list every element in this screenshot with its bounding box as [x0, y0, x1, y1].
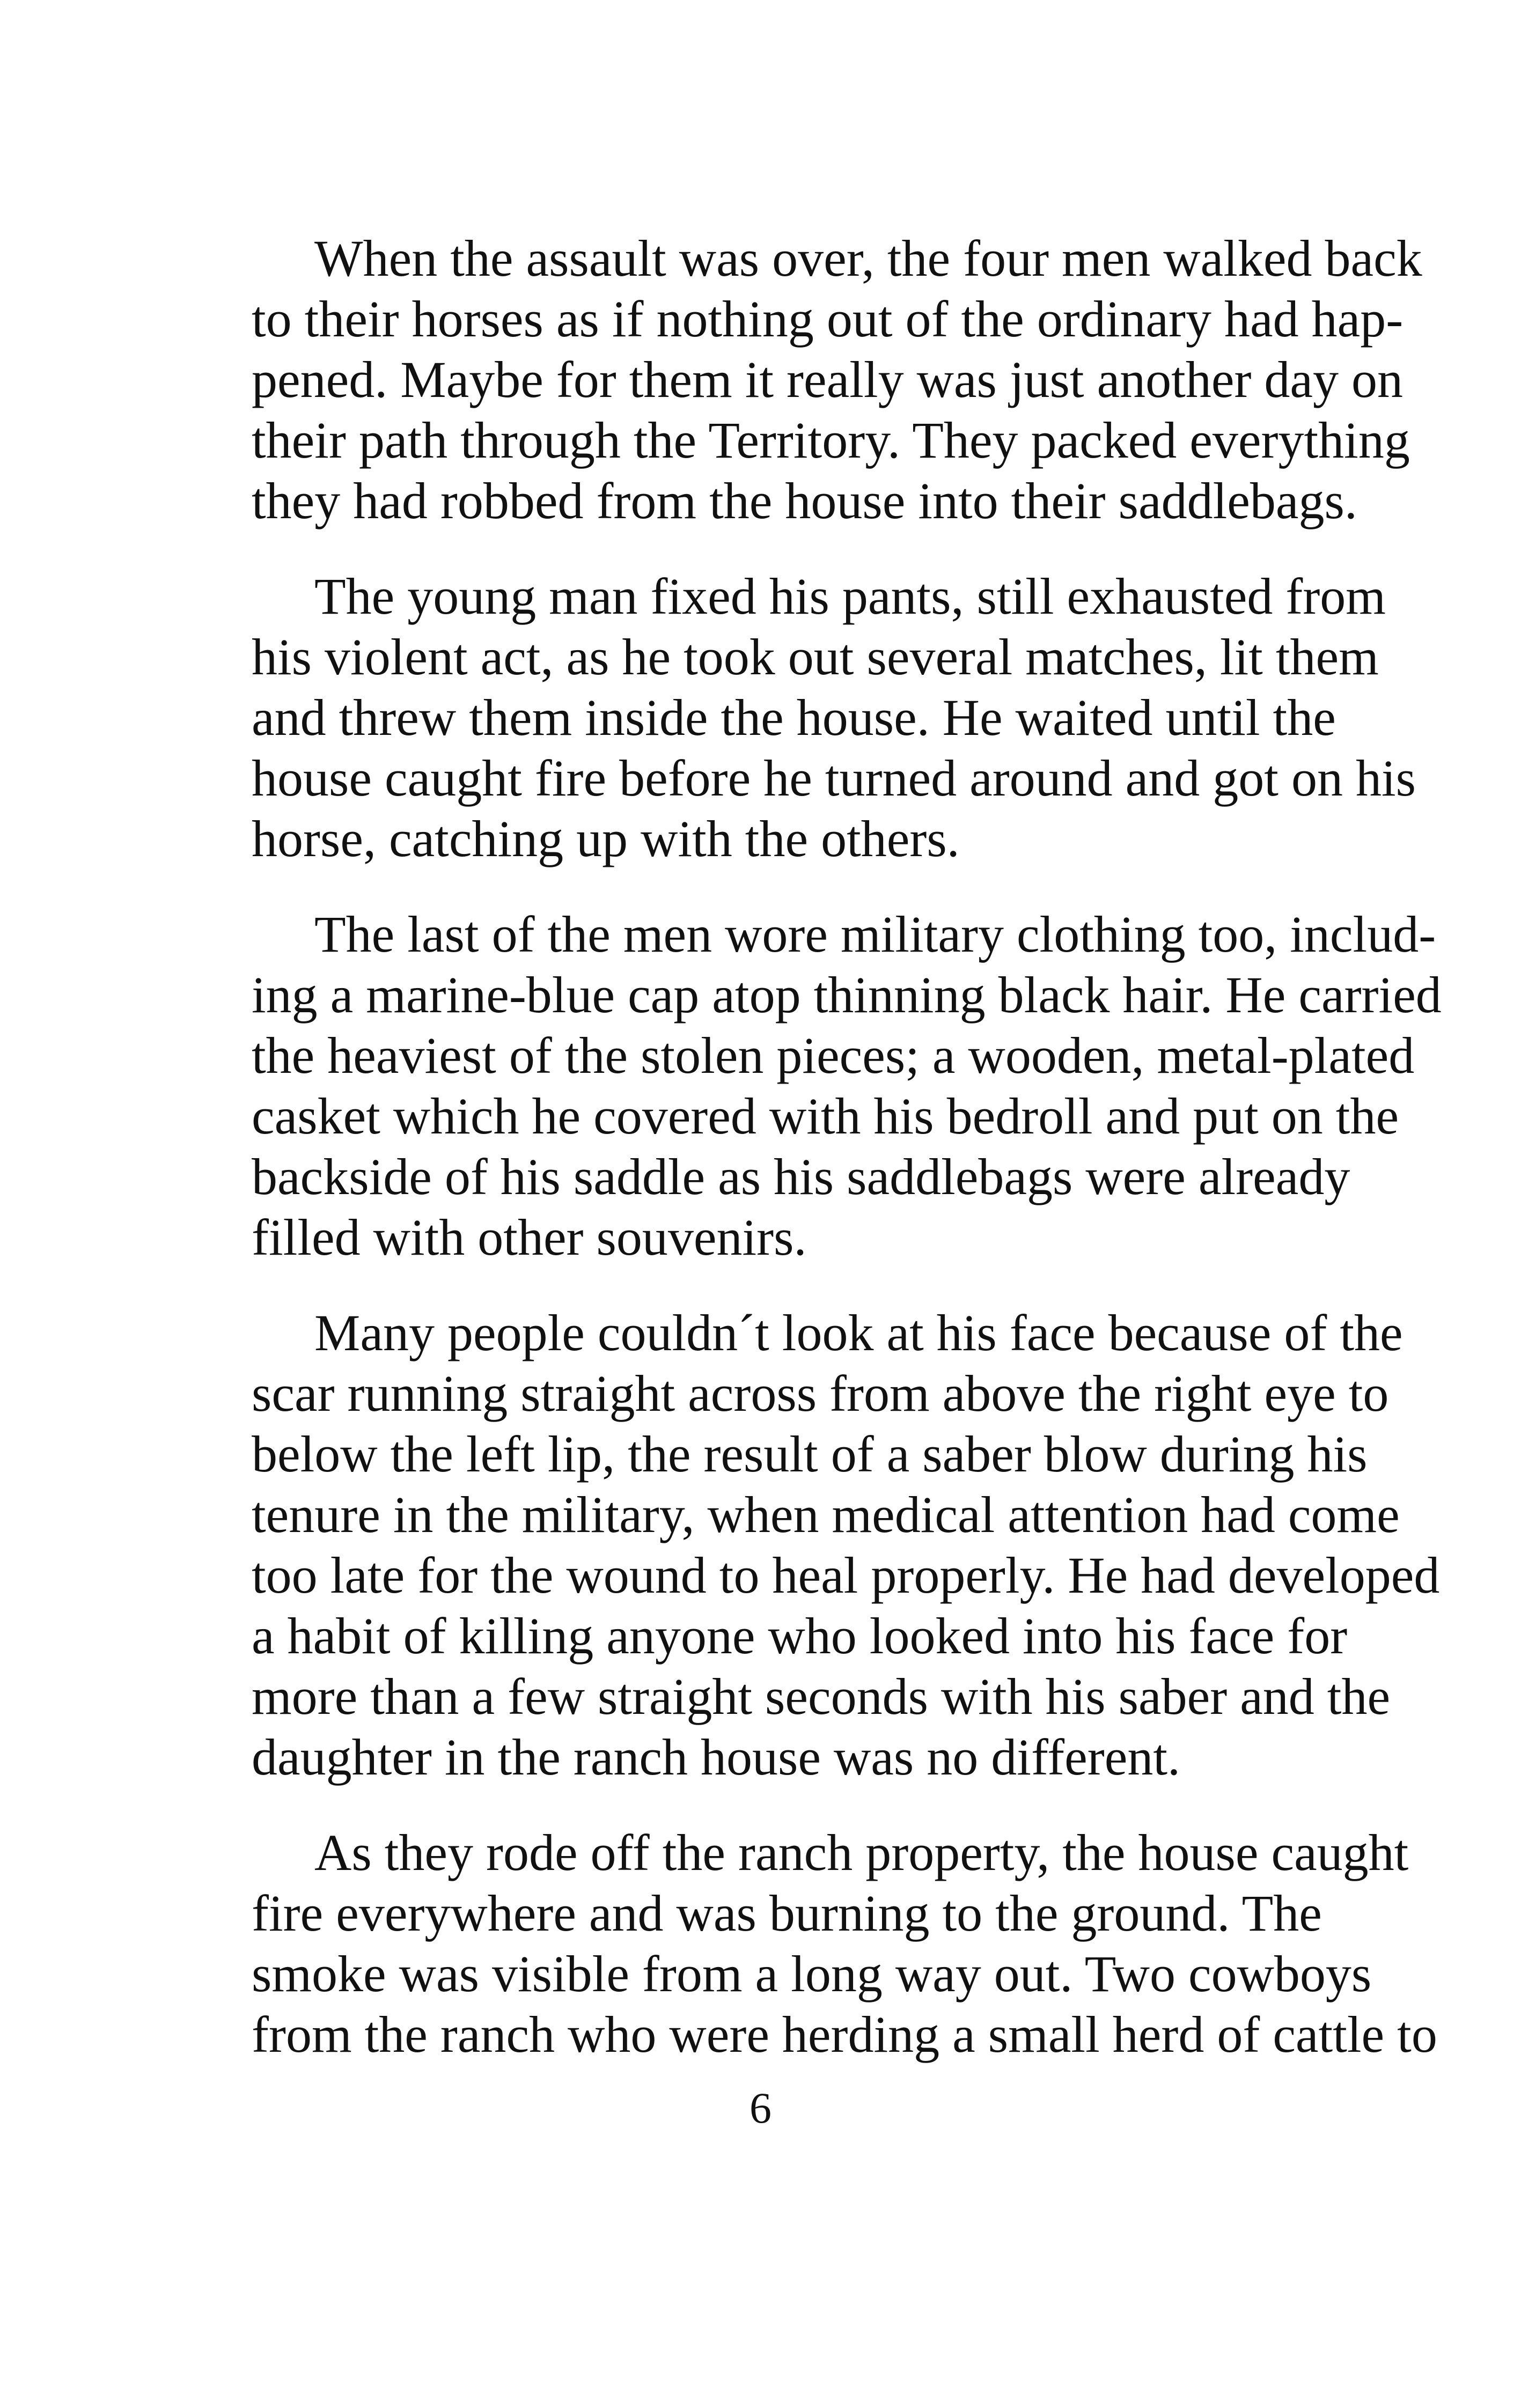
text-line: scar running straight across from above the right eye to — [252, 1365, 1389, 1422]
text-line: horse, catching up with the others. — [252, 810, 960, 867]
text-line: a habit of killing anyone who looked into his face for — [252, 1607, 1348, 1665]
paragraph — [189, 1302, 1440, 1787]
text-line: to their horses as if nothing out of the ordinary had hap- — [252, 290, 1404, 348]
body-text — [189, 228, 1442, 2100]
text-line: fire everywhere and was burning to the ground. The — [252, 1884, 1322, 1942]
paragraph — [189, 1822, 1437, 2065]
text-line: daughter in the ranch house was no different. — [252, 1728, 1180, 1786]
text-line: the heaviest of the stolen pieces; a wooden, metal-plated — [252, 1027, 1415, 1084]
text-line: too late for the wound to heal properly. He had developed — [252, 1547, 1440, 1604]
text-line: As they rode off the ranch property, the house caught — [314, 1824, 1409, 1881]
text-line: filled with other souvenirs. — [252, 1209, 807, 1266]
text-line: from the ranch who were herding a small herd of cattle to — [252, 2006, 1437, 2063]
text-line: they had robbed from the house into their saddlebags. — [252, 472, 1357, 529]
text-line: smoke was visible from a long way out. Two cowboys — [252, 1945, 1372, 2002]
paragraph — [189, 228, 1422, 531]
text-line: Many people couldn´t look at his face because of the — [314, 1304, 1403, 1361]
text-line: below the left lip, the result of a saber blow during his — [252, 1425, 1368, 1483]
text-line: his violent act, as he took out several matches, lit them — [252, 628, 1379, 686]
text-line: The last of the men wore military clothing too, includ- — [314, 905, 1436, 963]
text-line: more than a few straight seconds with his saber and the — [252, 1668, 1391, 1725]
text-line: and threw them inside the house. He waited until the — [252, 689, 1336, 746]
paragraph — [189, 566, 1416, 869]
text-line: When the assault was over, the four men walked back — [314, 230, 1422, 287]
paragraph — [189, 904, 1442, 1268]
text-line: pened. Maybe for them it really was just another day on — [252, 351, 1404, 408]
page-number: 6 — [750, 2083, 771, 2132]
text-line: ing a marine-blue cap atop thinning black hair. He carried — [252, 966, 1442, 1023]
text-line: The young man fixed his pants, still exhausted from — [314, 568, 1386, 625]
text-line: tenure in the military, when medical attention had come — [252, 1486, 1400, 1543]
text-line: casket which he covered with his bedroll and put on the — [252, 1087, 1399, 1145]
text-line: backside of his saddle as his saddlebags were already — [252, 1148, 1350, 1205]
text-line: house caught fire before he turned around and got on his — [252, 749, 1416, 807]
text-line: their path through the Territory. They packed everything — [252, 411, 1410, 469]
